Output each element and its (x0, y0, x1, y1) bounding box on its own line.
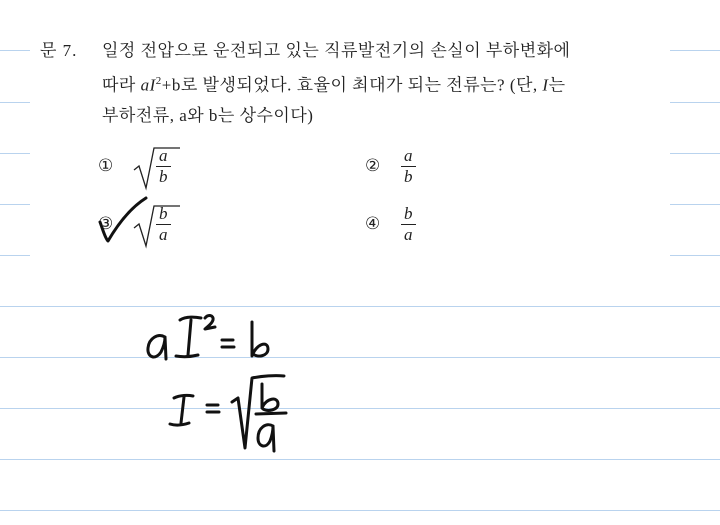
question-number: 문 7. (40, 41, 78, 60)
fraction: $\frac{b}{a}$ (156, 204, 171, 245)
handwritten-equation-1 (148, 316, 268, 359)
question-line-2: 따라 $aI^2+b$로 발생되었다. 효율이 최대가 되는 전류는? (단, I는 (102, 75, 566, 95)
question-line-3: 부하전류, a와 b는 상수이다) (102, 105, 314, 125)
fraction: $\frac{a}{b}$ (156, 146, 171, 187)
question-line-1: 일정 전압으로 운전되고 있는 직류발전기의 손실이 부하변화에 (102, 41, 571, 60)
fraction: $\frac{a}{b}$ (401, 146, 416, 187)
handwritten-equation-2 (170, 376, 286, 451)
choice-number: ③ (98, 214, 114, 233)
checkmark-icon (100, 198, 146, 241)
choice-number: ④ (365, 214, 381, 233)
choice-number: ② (365, 156, 381, 175)
fraction: $\frac{b}{a}$ (401, 204, 416, 245)
choice-number: ① (98, 156, 114, 175)
